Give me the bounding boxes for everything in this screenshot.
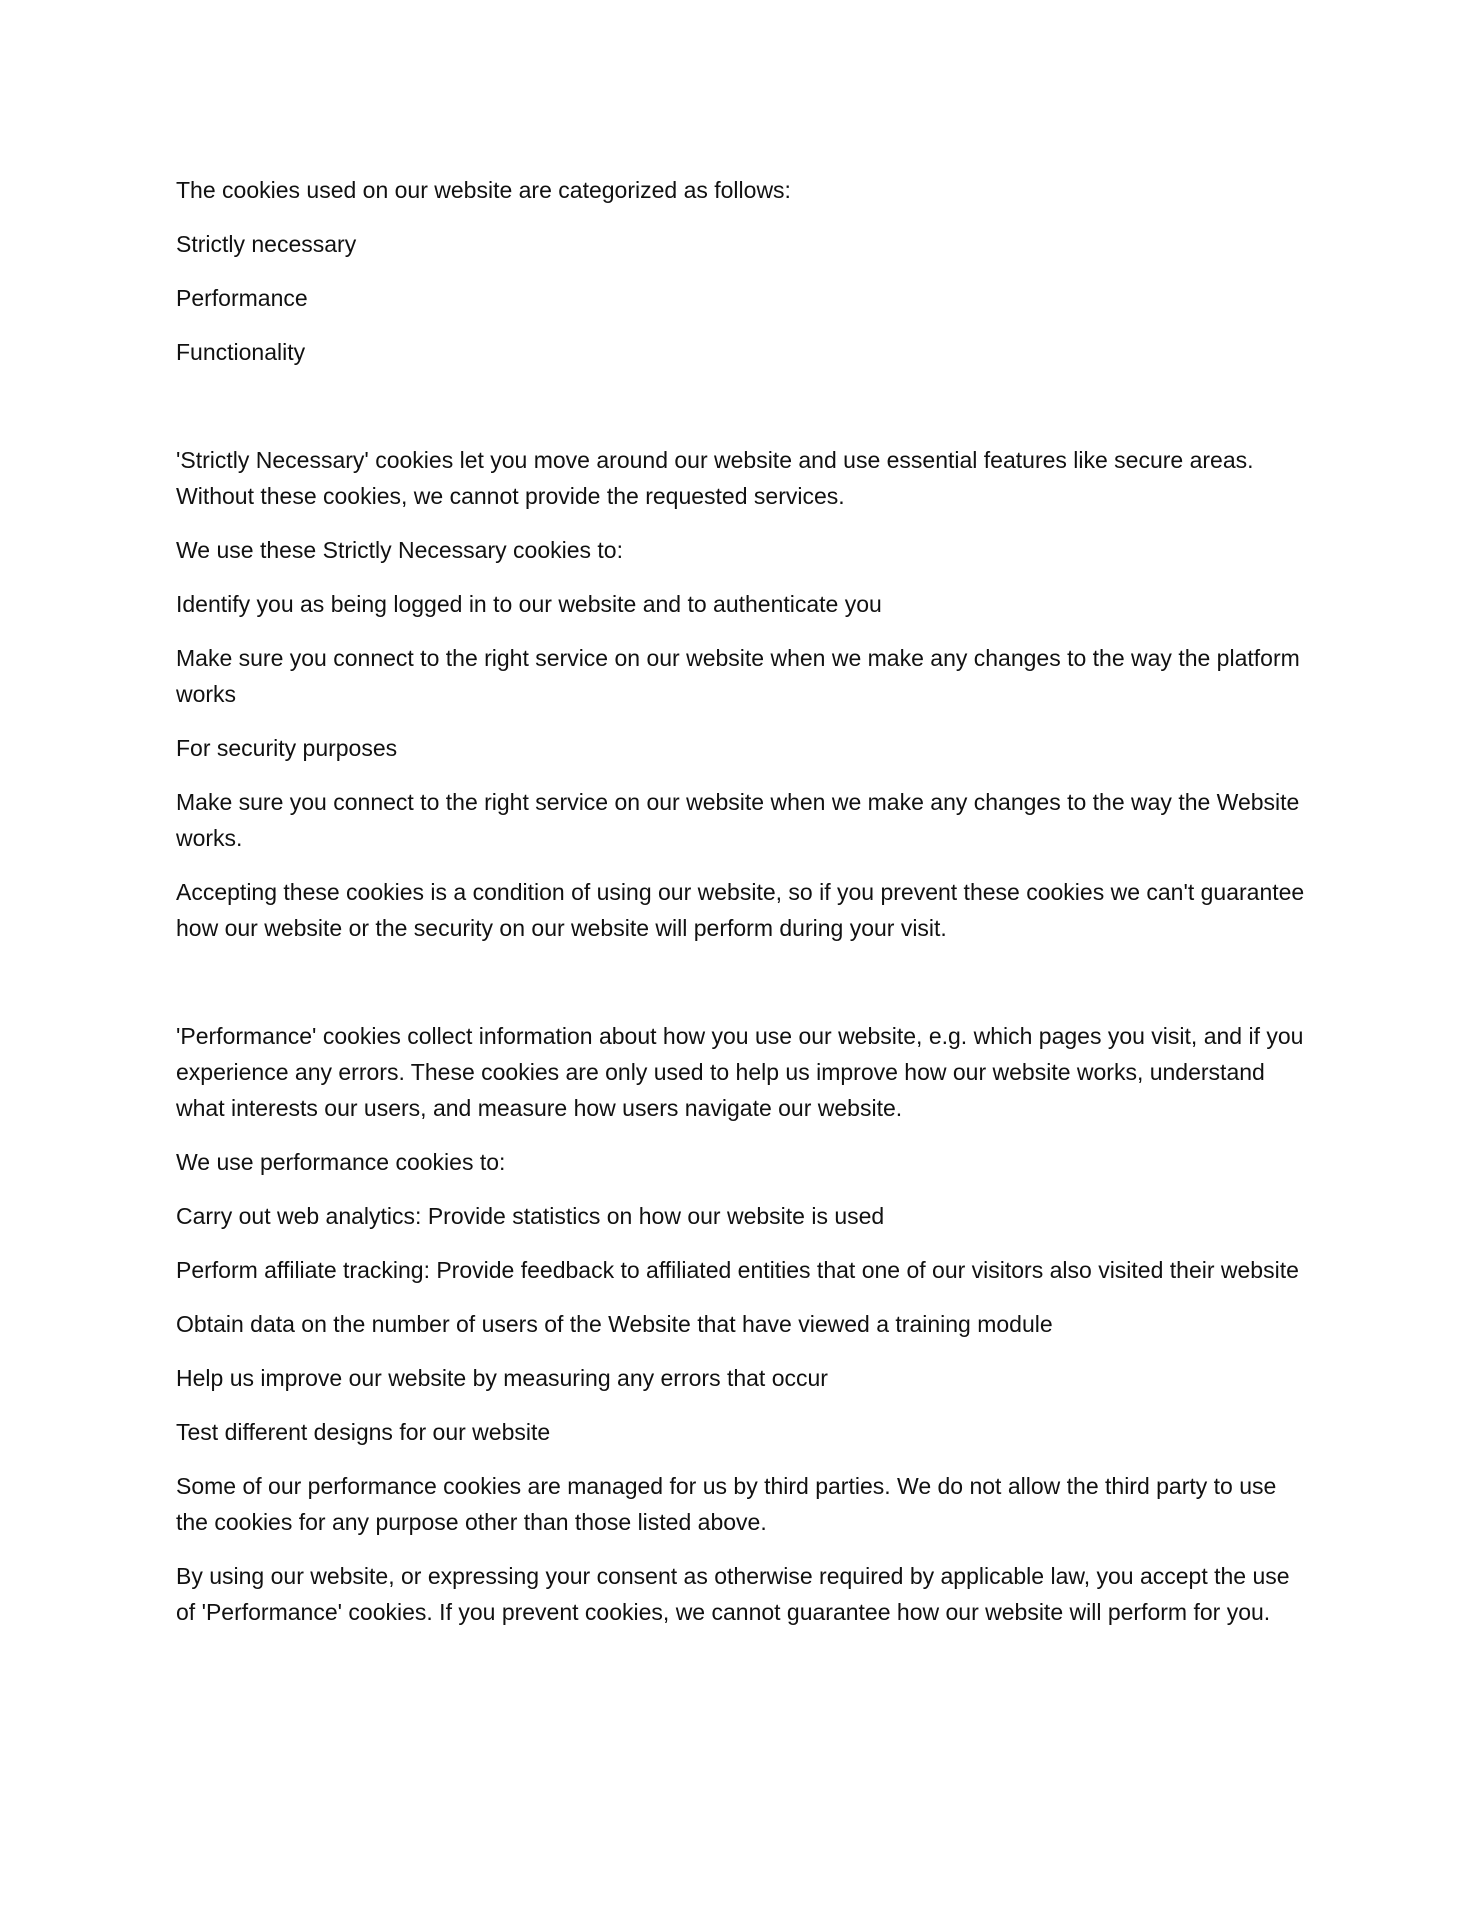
document-page	[176, 172, 1306, 1648]
strictly-necessary-use-item: For security purposes	[176, 735, 398, 761]
performance-use-item: Perform affiliate tracking: Provide feedback to affiliated entities that one of our visitors also visited their website	[176, 1257, 1299, 1283]
intro-heading: The cookies used on our website are categorized as follows:	[176, 177, 791, 203]
performance-uses-intro: We use performance cookies to:	[176, 1149, 506, 1175]
performance-third-party: Some of our performance cookies are managed for us by third parties. We do not allow the third party to use the cookies for any purpose other than those listed above.	[176, 1473, 1277, 1535]
strictly-necessary-description: 'Strictly Necessary' cookies let you move around our website and use essential features like secure areas. Without these cookies, we cannot provide the requested services.	[176, 447, 1254, 509]
strictly-necessary-closing: Accepting these cookies is a condition of using our website, so if you prevent these cookies we can't guarantee how our website or the security on our website will perform during your visit.	[176, 879, 1305, 941]
category-item: Strictly necessary	[176, 231, 357, 257]
strictly-necessary-uses-intro: We use these Strictly Necessary cookies to:	[176, 537, 623, 563]
performance-use-item: Carry out web analytics: Provide statistics on how our website is used	[176, 1203, 885, 1229]
performance-use-item: Help us improve our website by measuring any errors that occur	[176, 1365, 828, 1391]
performance-use-item: Obtain data on the number of users of the Website that have viewed a training module	[176, 1311, 1053, 1337]
category-item: Functionality	[176, 339, 306, 365]
performance-consent: By using our website, or expressing your consent as otherwise required by applicable law, you accept the use of 'Performance' cookies. If you prevent cookies, we cannot guarantee how our website will perform for you.	[176, 1563, 1290, 1625]
section-spacer	[176, 388, 1306, 442]
performance-use-item: Test different designs for our website	[176, 1419, 551, 1445]
category-item: Performance	[176, 285, 308, 311]
strictly-necessary-use-item: Make sure you connect to the right service on our website when we make any changes to the way the Website works.	[176, 789, 1300, 851]
strictly-necessary-use-item: Make sure you connect to the right service on our website when we make any changes to the way the platform works	[176, 645, 1300, 707]
strictly-necessary-use-item: Identify you as being logged in to our website and to authenticate you	[176, 591, 882, 617]
performance-description: 'Performance' cookies collect information about how you use our website, e.g. which pages you visit, and if you experience any errors. These cookies are only used to help us improve how our website works, understand what interests our users, and measure how users navigate our website.	[176, 1023, 1304, 1121]
section-spacer	[176, 964, 1306, 1018]
